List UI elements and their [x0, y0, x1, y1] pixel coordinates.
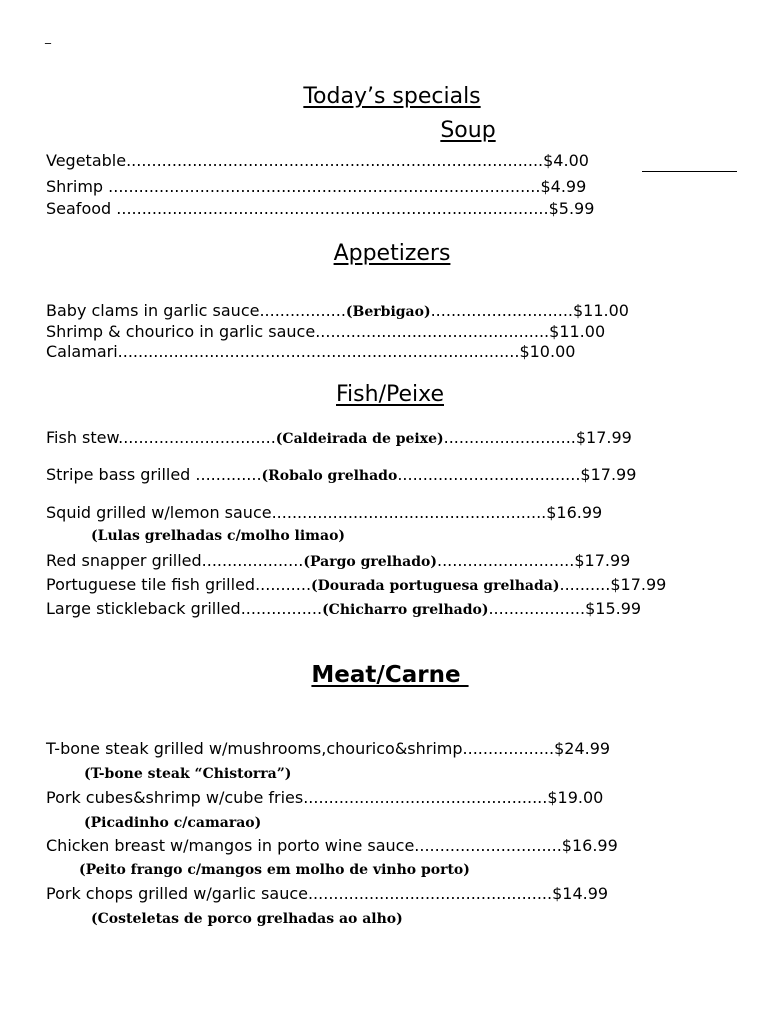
- portuguese-name: (Robalo grelhado: [261, 468, 398, 484]
- dot-leader: ...............................: [118, 428, 276, 447]
- menu-item: [46, 739, 610, 759]
- item-price: $11.00: [573, 301, 629, 320]
- dot-leader: .....................................................................................: [108, 177, 541, 196]
- dot-leader: ...............................................................................: [117, 342, 520, 361]
- item-price: $19.00: [547, 788, 604, 807]
- dot-leader: ..................: [462, 739, 555, 758]
- item-price: $10.00: [519, 342, 576, 361]
- dot-leader: .............................: [414, 836, 562, 855]
- soup-heading: Soup: [440, 118, 496, 143]
- item-name: Baby clams in garlic sauce: [46, 301, 260, 320]
- item-name: Pork cubes&shrimp w/cube fries: [46, 788, 304, 807]
- portuguese-name: (Dourada portuguesa grelhada): [311, 578, 560, 594]
- item-name: Seafood: [46, 199, 117, 218]
- portuguese-subtitle: (Lulas grelhadas c/molho limao): [91, 528, 346, 544]
- portuguese-subtitle: (Peito frango c/mangos em molho de vinho porto): [79, 862, 470, 878]
- dot-leader: .................: [259, 301, 346, 320]
- item-name: Squid grilled w/lemon sauce: [46, 503, 272, 522]
- item-price: $17.99: [575, 428, 632, 447]
- menu-item: [46, 151, 589, 171]
- dot-leader: ..............................................: [315, 322, 550, 341]
- fish-heading: Fish/Peixe: [336, 382, 444, 407]
- item-price: $16.99: [561, 836, 618, 855]
- item-price: $14.99: [552, 884, 609, 903]
- dot-leader: ................................................: [303, 788, 548, 807]
- menu-item: [46, 836, 618, 856]
- meat-heading: Meat/Carne: [311, 662, 469, 688]
- item-name: Red snapper grilled: [46, 551, 202, 570]
- item-price: $17.99: [574, 551, 631, 570]
- item-price: $4.99: [540, 177, 587, 196]
- dot-leader: ................................................: [307, 884, 553, 903]
- dot-leader: ............................: [430, 301, 573, 320]
- dot-leader: ......................................................: [271, 503, 547, 522]
- menu-item: [46, 428, 632, 449]
- menu-item: [46, 551, 630, 572]
- item-name: Pork chops grilled w/garlic sauce: [46, 884, 308, 903]
- menu-item: [46, 575, 666, 596]
- page-mark: _: [45, 30, 51, 44]
- item-price: $16.99: [546, 503, 603, 522]
- dot-leader: ..........: [559, 575, 611, 594]
- page-title: Today’s specials: [303, 84, 481, 109]
- dot-leader: ....................................: [397, 465, 581, 484]
- dot-leader: ....................: [201, 551, 304, 570]
- menu-item: [46, 599, 641, 620]
- menu-item: [46, 884, 608, 904]
- item-price: $17.99: [580, 465, 637, 484]
- item-name: Fish stew: [46, 428, 119, 447]
- menu-item: [46, 788, 603, 808]
- portuguese-subtitle: (Picadinho c/camarao): [84, 815, 262, 831]
- menu-item: [46, 322, 605, 342]
- item-price: $5.99: [548, 199, 595, 218]
- menu-item: [46, 465, 636, 486]
- dot-leader: ...........: [255, 575, 312, 594]
- item-name: Portuguese tile fish grilled: [46, 575, 256, 594]
- item-price: $24.99: [554, 739, 611, 758]
- item-name: Vegetable: [46, 151, 127, 170]
- portuguese-subtitle: (Costeletas de porco grelhadas ao alho): [91, 911, 403, 927]
- item-price: $4.00: [543, 151, 589, 170]
- portuguese-subtitle: (T-bone steak “Chistorra”): [84, 766, 292, 782]
- portuguese-name: (Berbigao): [345, 304, 431, 320]
- underline-rule: [642, 171, 737, 172]
- dot-leader: ..................................................................................: [126, 151, 544, 170]
- dot-leader: ................: [240, 599, 323, 618]
- item-price: $15.99: [585, 599, 642, 618]
- dot-leader: ...........................: [437, 551, 575, 570]
- menu-item: [46, 177, 586, 197]
- dot-leader: ...................: [488, 599, 586, 618]
- item-price: $17.99: [610, 575, 667, 594]
- item-name: Stripe bass grilled: [46, 465, 196, 484]
- menu-item: [46, 199, 594, 219]
- menu-item: [46, 301, 629, 322]
- portuguese-name: (Pargo grelhado): [303, 554, 437, 570]
- item-name: T-bone steak grilled w/mushrooms,chourico&shrimp: [46, 739, 463, 758]
- item-name: Calamari: [46, 342, 118, 361]
- dot-leader: .............: [195, 465, 262, 484]
- item-name: Chicken breast w/mangos in porto wine sauce: [46, 836, 415, 855]
- dot-leader: .....................................................................................: [116, 199, 549, 218]
- portuguese-name: (Chicharro grelhado): [322, 602, 489, 618]
- item-price: $11.00: [549, 322, 606, 341]
- portuguese-name: (Caldeirada de peixe): [275, 431, 444, 447]
- menu-item: [46, 503, 602, 523]
- dot-leader: ..........................: [443, 428, 576, 447]
- item-name: Shrimp & chourico in garlic sauce: [46, 322, 316, 341]
- menu-item: [46, 342, 575, 362]
- item-name: Shrimp: [46, 177, 109, 196]
- item-name: Large stickleback grilled: [46, 599, 241, 618]
- appetizers-heading: Appetizers: [333, 241, 451, 266]
